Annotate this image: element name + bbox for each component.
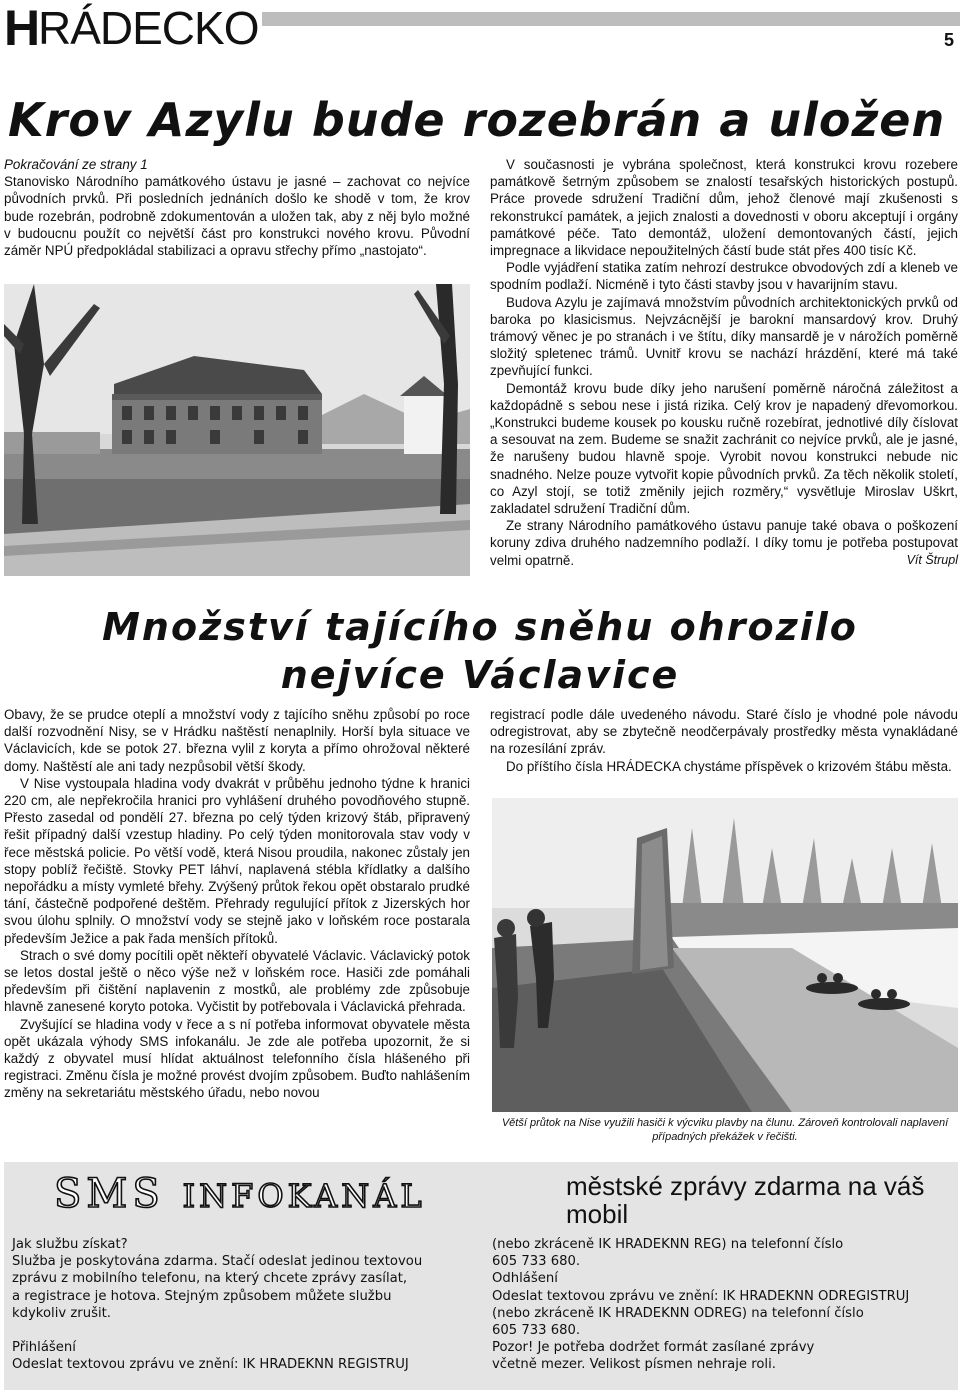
article2-paragraph: Strach o své domy pocítili opět někteří obyvatelé Václavic. Václavický potok se letos dostal ještě o něco výše než v loňském roce. Hasiči zde pomáhali především při čištění naplavenin z mostků, ale problémy zde způsobuje hlavně zanesené koryto potoka. Vyčistit by potřebovala i Václavická přehrada. [4, 947, 470, 1015]
article1-paragraph: Budova Azylu je zajímavá množstvím původních architektonických prvků od baroka po klasicismus. Nejvzácnější je barokní mansardový krov. Druhý trámový věnec je po stranách i ve štítu, díky mansardě je v nárožích poměrně složitý spletenec trámů. Uvnitř krovu se nachází hrázdění, které má také zpevňující funkci. [490, 294, 958, 379]
sms-title-s: S [54, 1171, 87, 1217]
sms-infokanal-title [54, 1166, 426, 1224]
masthead-first-letter: H [4, 0, 41, 56]
sms-line: Odeslat textovou zprávu ve znění: IK HRADEKNN ODREGISTRUJ [492, 1288, 910, 1304]
article1-last-paragraph: Ze strany Národního památkového ústavu panuje také obava o poškození koruny zdiva druhého nadzemního podlaží. I díky tomu je potřeba postupovat velmi opatrně. [490, 518, 958, 568]
masthead-title: RÁDECKO [38, 2, 259, 54]
sms-line: Služba je poskytována zdarma. Stačí odeslat jedinou textovou [12, 1254, 423, 1270]
article2-headline-line2: nejvíce Václavice [280, 653, 680, 697]
river-photo-caption: Větší průtok na Nise využili hasiči k výcviku plavby na člunu. Zároveň kontrolovali naplavení případných překážek v řečišti. [501, 1117, 949, 1143]
sms-line: Odeslat textovou zprávu ve znění: IK HRADEKNN REGISTRUJ [12, 1357, 409, 1373]
article1-paragraph: Podle vyjádření statika zatím nehrozí destrukce obvodových zdí a kleneb ve spodním podlaží. Nicméně i tyto části stavby jsou v havarijním stavu. [490, 260, 958, 293]
article1-paragraph: Stanovisko Národního památkového ústavu je jasné – zachovat co nejvíce původních prvků. Při posledních jednáních došlo ke shodě v tom, že krov bude rozebrán, podrobně zdokumentován a uložen tak, aby z něj bylo možné v budoucnu použít co největší část pro konstrukci nového krovu. Původní záměr NPÚ předpokládal stabilizaci a opravu střechy přímo „nastojato“. [4, 174, 470, 259]
article2-paragraph: V Nise vystoupala hladina vody dvakrát v průběhu jednoho týdne k hranici 220 cm, ale nepřekročila hranici pro vyhlášení druhého povodňového stupně. Přesto zasedal od pondělí 27. března po celý týden krizový štáb, připravený řešit případný další vzestup hladiny. Po celý týden monitorovala stav vody v řece městská policie. Po větší vodě, která Nisou proudila, nakonec zůstaly jen stopy poblíž řečiště. Stovky PET láhví, naplavená stébla křídlatky a dalšího nepořádku a místy vymleté břehy. Zvýšený průtok řekou opět obstaralo prudké tání, částečně podpořené deštěm. Přehrady regulující přítok z Jizerských hor svou úlohu splnily. O množství vody se stejně jako v loňském roce postarala především Ježice a pak řada menších přítoků. [4, 775, 470, 946]
sms-line: Jak službu získat? [12, 1237, 128, 1252]
article1-paragraph [490, 517, 958, 569]
sms-line: 605 733 680. [492, 1323, 581, 1339]
azyl-building-photo-graphic [4, 284, 470, 576]
sms-line: (nebo zkráceně IK HRADEKNN REG) na telefonní číslo [492, 1237, 844, 1252]
sms-line: a registrace je hotova. Stejným způsobem můžete službu [12, 1288, 392, 1304]
river-photo-graphic [492, 798, 958, 1112]
sms-right-column [492, 1236, 958, 1374]
sms-line: včetně mezer. Velikost písmen nehraje roli. [492, 1357, 776, 1373]
article2-paragraph: registrací podle dále uvedeného návodu. Staré číslo je vhodné pole návodu odregistrovat, aby se zbytečně neodčerpávaly prostředky města vynakládané na rozesílání zpráv. [490, 707, 958, 757]
article1-paragraph: Demontáž krovu bude díky jeho narušení poměrně náročná záležitost a každopádně s sebou nese i jistá rizika. Celý krov je napadený dřevomorkou. „Konstrukci budeme kousek po kousku ručně rozebírat, jednotlivé díly číslovat a sesouvat na zem. Budeme se snažit zachránit co nejvíce prvků, ale je jasné, že narušeny budou hlavně spoje. Vyrobit novou konstrukci nebude nic snadného. Nelze pouze vytvořit kopie původních prvků. Za těch několik století, co Azyl stojí, se totiž změnily jejich rozměry,“ vysvětluje Miroslav Uškrt, zakladatel sdružení Tradiční dům. [490, 380, 958, 517]
sms-title-ms: MS [86, 1171, 165, 1217]
sms-line: Odhlášení [492, 1271, 558, 1287]
article2-paragraph: Obavy, že se prudce oteplí a množství vody z tajícího sněhu způsobí po roce další rozvodnění Nisy, se v Hrádku naštěstí nenaplnily. Horší byla situace ve Václavicích, kde se potok 27. března vylil z koryta a přímo ohrožoval některé domy. Naštěstí ale ani tady nezpůsobil větší škody. [4, 707, 470, 774]
masthead-bar [262, 12, 960, 26]
article2-headline-line1: Množství tajícího sněhu ohrozilo [102, 605, 858, 649]
article2-paragraph: Do příštího čísla HRÁDECKA chystáme příspěvek o krizovém štábu města. [506, 758, 952, 774]
sms-line: Přihlášení [12, 1340, 76, 1356]
article1-headline: Krov Azylu bude rozebrán a uložen [8, 93, 946, 147]
river-photo [492, 798, 958, 1112]
sms-left-column [12, 1236, 478, 1373]
sms-slogan: městské zprávy zdarma na váš mobil [566, 1171, 925, 1229]
article2-right-column [490, 706, 958, 775]
article1-right-column [490, 156, 958, 569]
article2-left-column [4, 706, 470, 1102]
sms-line: Pozor! Je potřeba dodržet formát zasílané zprávy [492, 1340, 815, 1356]
page-number: 5 [943, 30, 954, 50]
article1-left-column [4, 156, 470, 259]
continuation-note: Pokračování ze strany 1 [4, 157, 148, 172]
article1-paragraph: V současnosti je vybrána společnost, která konstrukci krovu rozebere památkově šetrným způsobem se znalostí tesařských historických postupů. Práce provede sdružení Tradiční dům, jehož členové mají zkušenosti s rekonstrukcí památek, a jejich znalosti a dovednosti v oboru akceptují i orgány památkové péče. Tato demontáž, uložení demontovaných částí, jejich impregnace a likvidace nepoužitelných částí bude stát přes 400 tisíc Kč. [490, 157, 958, 259]
sms-line: zprávu z mobilního telefonu, na který chcete zprávy zasílat, [12, 1271, 408, 1287]
article2-paragraph: Zvyšující se hladina vody v řece a s ní potřeba informovat obyvatele města opět ukázala výhody SMS infokanálu. Je zde ale potřeba upozornit, že si každý z obyvatel musí hlídat aktuálnost telefonního čísla hlášeného při registraci. Změnu čísla je možné provést dvojím způsobem. Buďto nahlášením změny na sekretariátu městského úřadu, nebo novou [4, 1016, 470, 1101]
azyl-building-photo [4, 284, 470, 576]
sms-line: kdykoliv zrušit. [12, 1305, 111, 1321]
sms-line: (nebo zkráceně IK HRADEKNN ODREG) na telefonní číslo [492, 1305, 864, 1321]
sms-line: 605 733 680. [492, 1254, 581, 1270]
sms-title-infokanal: INFOKANÁL [182, 1177, 426, 1215]
sms-line [12, 1322, 478, 1339]
article1-author: Vít Štrupl [906, 552, 958, 567]
